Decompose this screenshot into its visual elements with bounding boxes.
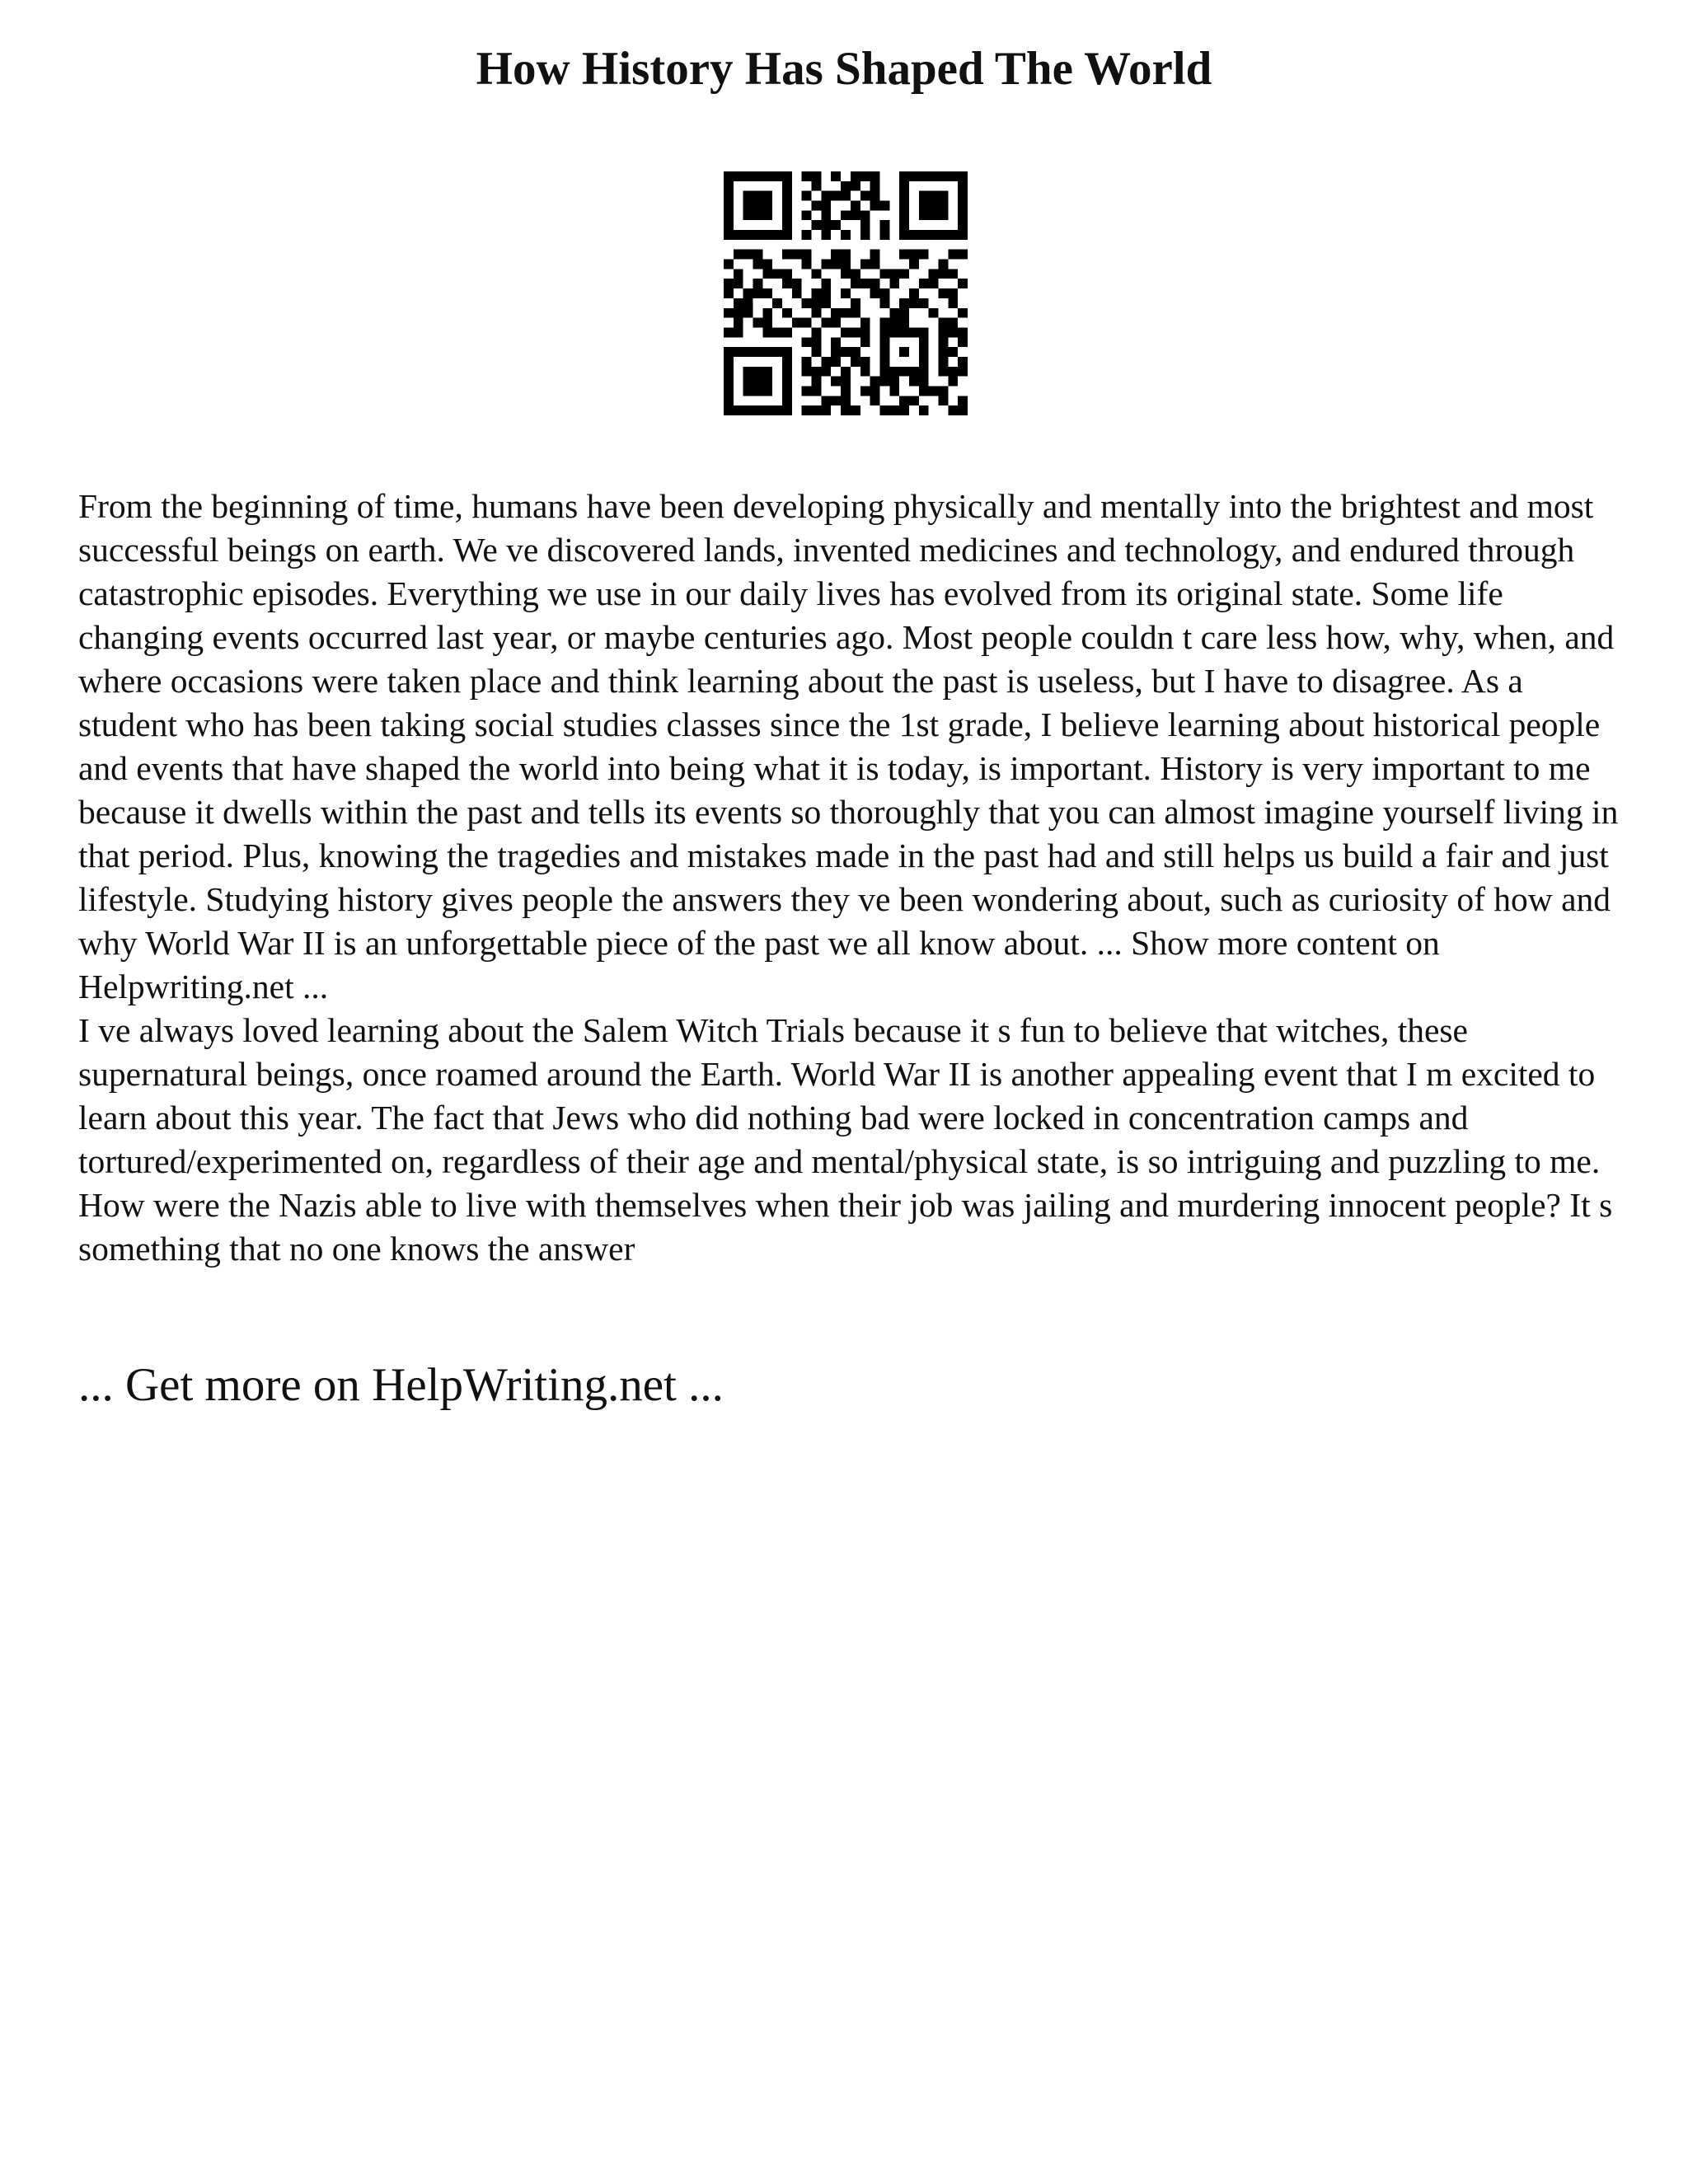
get-more-link[interactable]: ... Get more on HelpWriting.net ... <box>78 1359 724 1411</box>
body-paragraph-2: I ve always loved learning about the Salem Witch Trials because it s fun to believe that witches, these supernatural beings, once roamed around the Earth. World War II is another appealing event that I m excited to learn about this year. The fact that Jews who did nothing bad were locked in concentration camps and tortured/experimented on, regardless of their age and mental/physical state, is so intriguing and puzzling to me. How were the Nazis able to live with themselves when their job was jailing and murdering innocent people? It s something that no one knows the answer <box>78 1011 1613 1268</box>
body-paragraph-1: From the beginning of time, humans have been developing physically and mentally into the brightest and most successful beings on earth. We ve discovered lands, invented medicines and technology, and endured through catastrophic episodes. Everything we use in our daily lives has evolved from its original state. Some life changing events occurred last year, or maybe centuries ago. Most people couldn t care less how, why, when, and where occasions were taken place and think learning about the past is useless, but I have to disagree. As a student who has been taking social studies classes since the 1st grade, I believe learning about historical people and events that have shaped the world into being what it is today, is important. History is very important to me because it dwells within the past and tells its events so thoroughly that you can almost imagine yourself living in that period. Plus, knowing the tragedies and mistakes made in the past had and still helps us build a fair and just lifestyle. Studying history gives people the answers they ve been wondering about, such as curiosity of how and why World War II is an unforgettable piece of the past we all know about. ... Show more content on Helpwriting.net ... <box>78 487 1619 1005</box>
document-title: How History Has Shaped The World <box>476 43 1212 95</box>
qr-code-icon <box>724 171 968 415</box>
document-body <box>78 485 1628 1271</box>
